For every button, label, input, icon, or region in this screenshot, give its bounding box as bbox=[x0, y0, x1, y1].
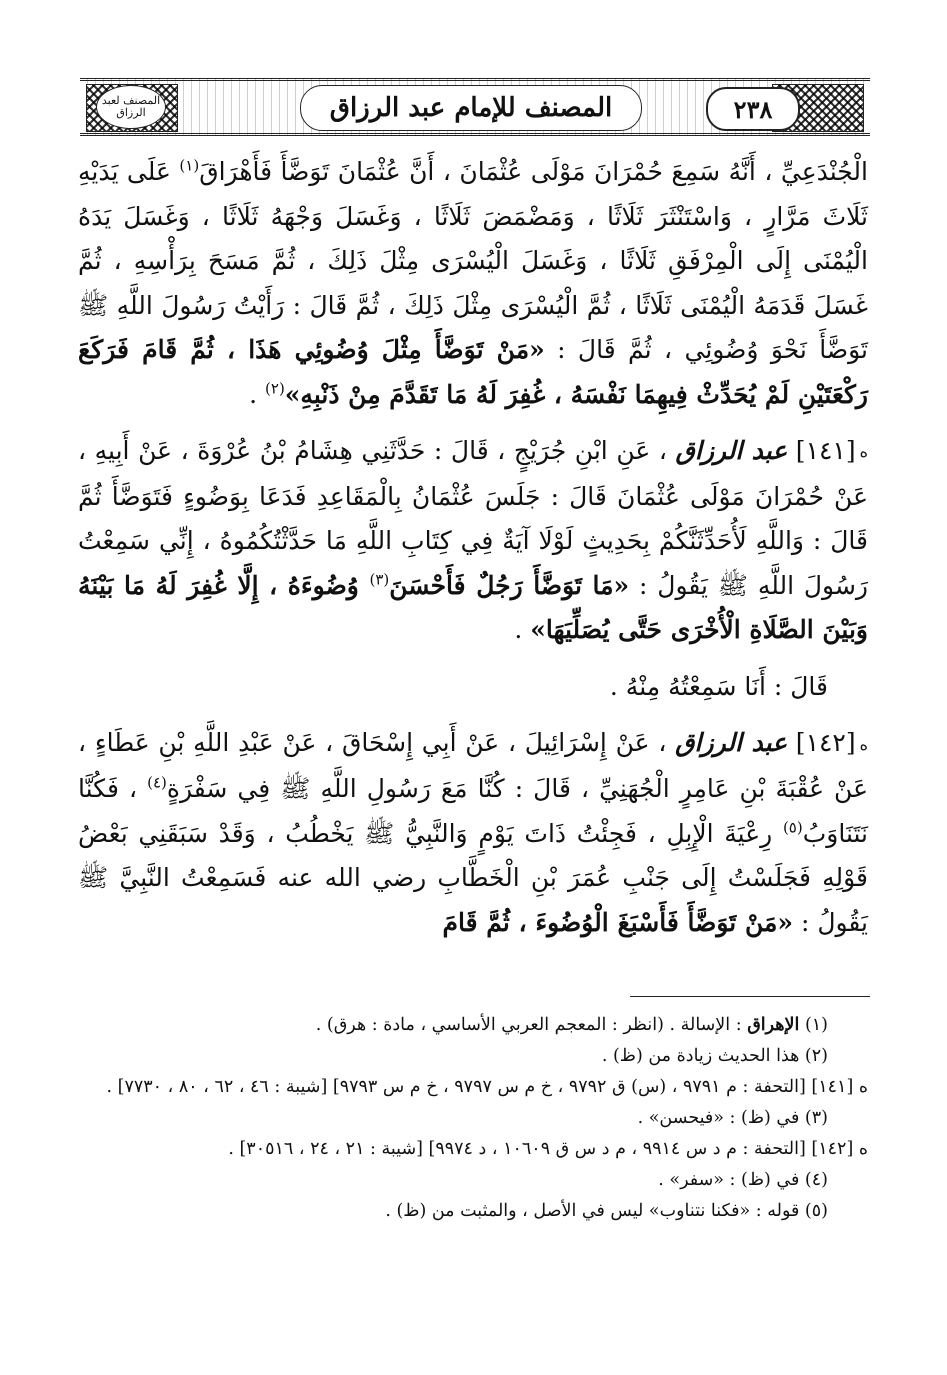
p2-text-a: ، عَنِ ابْنِ جُرَيْجٍ ، قَالَ : حَدَّثَنِي هِشَامُ بْنُ عُرْوَةَ ، عَنْ أَبِيهِ ، عَنْ حُمْرَانَ مَوْلَى عُثْمَانَ قَالَ : جَلَسَ عُثْمَانُ بِالْمَقَاعِدِ فَدَعَا بِوَضُوءٍ فَتَوَضَّأَ ثُمَّ قَالَ : وَاللَّهِ لَأُحَدِّثَنَّكُمْ بِحَدِيثٍ لَوْلَا آيَةٌ فِي كِتَابِ اللَّهِ مَا حَدَّثْتُكُمُوهُ ، إِنِّي سَمِعْتُ رَسُولَ اللَّهِ ﷺ يَقُولُ : bbox=[78, 436, 868, 600]
footnote-2: (٢) هذا الحديث زيادة من (ظ) . bbox=[601, 1046, 828, 1066]
footnote-ref-1: (١) bbox=[179, 156, 200, 175]
footnote-4: (٤) في (ظ) : «سفر» . bbox=[658, 1170, 828, 1190]
paragraph-narrator-note: قَالَ : أَنَا سَمِعْتُهُ مِنْهُ . bbox=[609, 671, 828, 701]
footnote-1-text: : الإسالة . (انظر : المعجم العربي الأساسي ، مادة : هرق) . bbox=[315, 1015, 742, 1035]
footnote-3: (٣) في (ظ) : «فيحسن» . bbox=[637, 1108, 828, 1128]
p2-hadith-a: «مَا تَوَضَّأَ رَجُلٌ فَأَحْسَنَ bbox=[389, 570, 630, 600]
hadith-141 bbox=[78, 429, 868, 653]
p1-end: . bbox=[249, 379, 266, 409]
p4-text-b: ، فَكُنَّا نَتَنَاوَبُ bbox=[78, 774, 868, 848]
footnote-divider bbox=[630, 996, 870, 997]
paragraph-1 bbox=[78, 150, 868, 417]
hadith-number: [١٤١] bbox=[795, 436, 856, 465]
hadith-marker-icon: ه bbox=[859, 442, 869, 462]
p4-text-a: ، عَنْ إِسْرَائِيلَ ، عَنْ أَبِي إِسْحَاقَ ، عَنْ عَبْدِ اللَّهِ بْنِ عَطَاءٍ ، عَنْ عُقْبَةَ بْنِ عَامِرٍ الْجُهَنِيِّ ، قَالَ : كُنَّا مَعَ رَسُولِ اللَّهِ ﷺ فِي سَفْرَةٍ bbox=[78, 728, 868, 803]
main-text bbox=[78, 150, 868, 957]
footnote-ref-5: (٥) bbox=[782, 818, 803, 837]
header-seal: المصنف لعبد الرزاق bbox=[96, 85, 166, 129]
page-header bbox=[80, 78, 870, 136]
takhrij-142: ه [١٤٢] [التحفة : م د س ٩٩١٤ ، م د س ق ١٠٦٠٩ ، د ٩٩٧٤] [شيبة : ٢١ ، ٢٤ ، ٣٠٥١٦] . bbox=[228, 1139, 868, 1159]
p1-text-a: الْجُنْدَعِيِّ ، أَنَّهُ سَمِعَ حُمْرَانَ مَوْلَى عُثْمَانَ ، أَنَّ عُثْمَانَ تَوَضَّأَ فَأَهْرَاقَ bbox=[199, 157, 868, 186]
footnote-1 bbox=[78, 1010, 868, 1041]
p2-hadith-b: وُضُوءَهُ ، إِلَّا غُفِرَ لَهُ مَا بَيْنَهُ وَبَيْنَ الصَّلَاةِ الْأُخْرَى حَتَّى يُصَلِّيَهَا» bbox=[78, 570, 868, 645]
footnote-1-term: الإهراق bbox=[747, 1015, 800, 1035]
p4-text-c: رِعْيَةَ الْإِبِلِ ، فَجِئْتُ ذَاتَ يَوْمٍ وَالنَّبِيُّ ﷺ يَخْطُبُ ، وَقَدْ سَبَقَنِي بَعْضُ قَوْلِهِ فَجَلَسْتُ إِلَى جَنْبِ عُمَرَ بْنِ الْخَطَّابِ رضي الله عنه فَسَمِعْتُ النَّبِيَّ ﷺ يَقُولُ : bbox=[78, 818, 868, 937]
hadith-marker-icon: ه bbox=[859, 734, 869, 754]
footnote-ref-4: (٤) bbox=[147, 773, 167, 792]
book-title: المصنف للإمام عبد الرزاق bbox=[300, 85, 642, 131]
source-name: عبد الرزاق bbox=[675, 728, 788, 758]
page-number: ٢٣٨ bbox=[706, 87, 800, 131]
p2-end: . bbox=[514, 615, 531, 645]
footnote-5: (٥) قوله : «فكنا نتناوب» ليس في الأصل ، والمثبت من (ظ) . bbox=[385, 1201, 828, 1221]
takhrij-141: ه [١٤١] [التحفة : م ٩٧٩١ ، (س) ق ٩٧٩٢ ، خ م س ٩٧٩٧ ، خ م س ٩٧٩٣] [شيبة : ٤٦ ، ٦٢ ، ٨٠ ، ٧٧٣٠] . bbox=[106, 1077, 868, 1097]
footnote-ref-3: (٣) bbox=[369, 570, 390, 589]
p1-text-b: عَلَى يَدَيْهِ ثَلَاثَ مَرَّارٍ ، وَاسْتَنْثَرَ ثَلَاثًا ، وَمَضْمَضَ ثَلَاثًا ، وَغَسَلَ وَجْهَهُ ثَلَاثًا ، وَغَسَلَ يَدَهُ الْيُمْنَى إِلَى الْمِرْفَقِ ثَلَاثًا ، وَغَسَلَ الْيُسْرَى مِثْلَ ذَلِكَ ، ثُمَّ مَسَحَ بِرَأْسِهِ ، ثُمَّ غَسَلَ قَدَمَهُ الْيُمْنَى ثَلَاثًا ، ثُمَّ الْيُسْرَى مِثْلَ ذَلِكَ ، ثُمَّ قَالَ : رَأَيْتُ رَسُولَ اللَّهِ ﷺ تَوَضَّأَ نَحْوَ وُضُوئِي ، ثُمَّ قَالَ : bbox=[78, 157, 868, 364]
p1-hadith: «مَنْ تَوَضَّأَ مِثْلَ وُضُوئِي هَذَا ، ثُمَّ قَامَ فَرَكَعَ رَكْعَتَيْنِ لَمْ يُحَدِّثْ فِيهِمَا نَفْسَهُ ، غُفِرَ لَهُ مَا تَقَدَّمَ مِنْ ذَنْبِهِ» bbox=[78, 335, 868, 409]
hadith-number: [١٤٢] bbox=[795, 728, 856, 758]
hadith-142 bbox=[78, 721, 868, 945]
footnotes bbox=[78, 1010, 868, 1227]
footnote-ref-2: (٢) bbox=[265, 379, 285, 398]
source-name: عبد الرزاق bbox=[675, 436, 788, 465]
footnote-1-number: (١) bbox=[804, 1015, 828, 1035]
p4-hadith: «مَنْ تَوَضَّأَ فَأَسْبَغَ الْوُضُوءَ ، ثُمَّ قَامَ bbox=[442, 907, 793, 937]
